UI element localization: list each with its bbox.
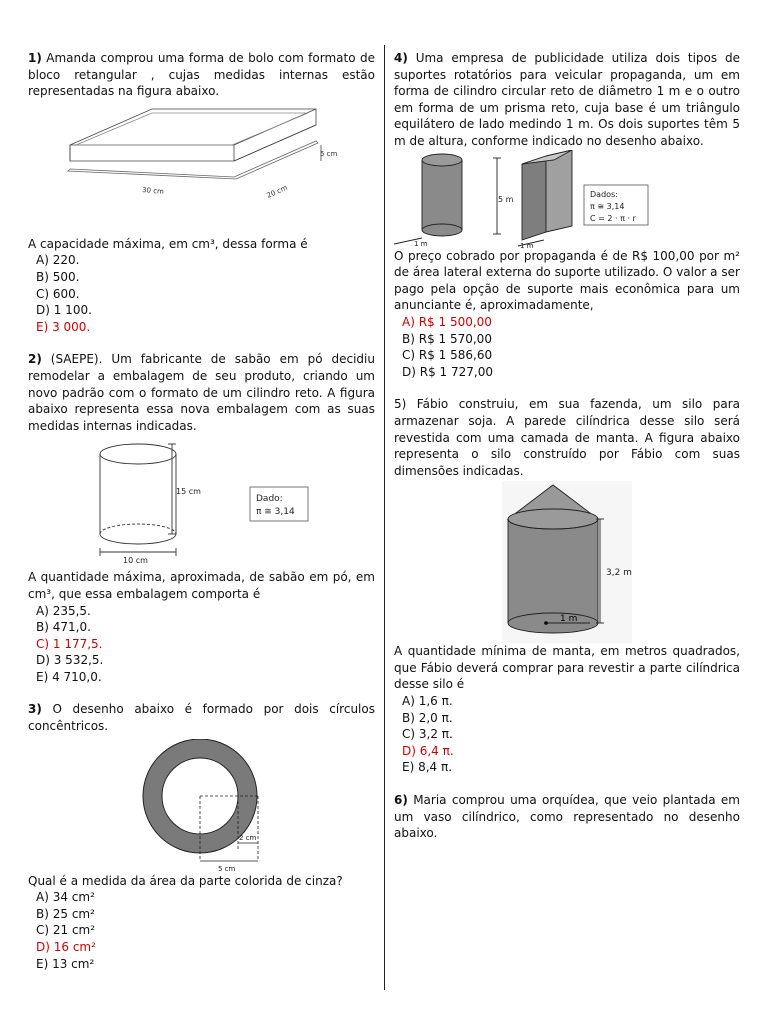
question-5-options	[394, 693, 740, 776]
q1-option[interactable]: B) 500.	[36, 269, 80, 284]
box-length-label: 30 cm	[141, 185, 165, 196]
left-column	[28, 50, 375, 972]
q4-option[interactable]: D) R$ 1 727,00	[402, 364, 493, 379]
q5-option[interactable]: B) 2,0 π.	[402, 710, 453, 725]
question-5-prompt: A quantidade mínima de manta, em metros quadrados, que Fábio deverá comprar para revestir a parte cilíndrica desse silo é	[394, 644, 740, 692]
question-2	[28, 351, 375, 685]
supports-figure	[394, 150, 740, 248]
q2-option[interactable]: E) 4 710,0.	[36, 669, 102, 684]
q5-option[interactable]: C) 3,2 π.	[402, 727, 453, 742]
q4-option[interactable]: B) R$ 1 570,00	[402, 331, 492, 346]
column-divider	[384, 45, 385, 990]
given-title: Dados:	[590, 189, 618, 199]
given-title: Dado:	[256, 494, 283, 505]
question-3	[28, 701, 375, 972]
q3-option[interactable]: B) 25 cm²	[36, 906, 95, 921]
question-3-text: 3) O desenho abaixo é formado por dois círculos concêntricos.	[28, 702, 375, 734]
q1-option[interactable]: C) 600.	[36, 286, 80, 301]
question-4-text: 4) Uma empresa de publicidade utiliza dois tipos de suportes rotatórios para veicular propaganda, um em forma de cilindro circular reto de diâmetro 1 m e o outro em forma de um prisma reto, cuja base é um triângulo equilátero de lado medindo 1 m. Os dois suportes têm 5 m de altura, conforme indicado no desenho abaixo.	[394, 51, 740, 148]
right-column	[394, 50, 740, 842]
q2-option[interactable]: A) 235,5.	[36, 603, 91, 618]
q3-option[interactable]: C) 21 cm²	[36, 923, 96, 938]
silo-radius-label: 1 m	[560, 614, 578, 625]
outer-distance-label: 5 cm	[218, 864, 236, 873]
question-4-options	[394, 314, 740, 380]
question-4-prompt: O preço cobrado por propaganda é de R$ 100,00 por m² de área lateral externa do suporte utilizado. O valor a ser pago pela opção de suporte mais econômica para um anunciante é, aproximadamente,	[394, 248, 740, 313]
cylinder-diameter-label: 10 cm	[123, 556, 148, 566]
question-3-options	[28, 889, 375, 972]
prism-side-label: 1 m	[520, 241, 534, 248]
question-3-prompt: Qual é a medida da área da parte colorida de cinza?	[28, 873, 343, 888]
q5-option[interactable]: A) 1,6 π.	[402, 694, 453, 709]
q3-option[interactable]: A) 34 cm²	[36, 890, 95, 905]
concentric-circles-figure	[28, 739, 375, 873]
inner-distance-label: 2 cm	[239, 833, 257, 842]
question-1-text: 1) Amanda comprou uma forma de bolo com formato de bloco retangular , cujas medidas internas estão representadas na figura abaixo.	[28, 51, 375, 99]
q5-option[interactable]: E) 8,4 π.	[402, 760, 453, 775]
question-1-options	[28, 252, 375, 335]
q1-option[interactable]: D) 1 100.	[36, 303, 92, 318]
q4-option-correct[interactable]: A) R$ 1 500,00	[402, 314, 492, 329]
question-2-prompt: A quantidade máxima, aproximada, de sabão em pó, em cm³, que essa embalagem comporta é	[28, 570, 375, 601]
silo-figure	[394, 481, 740, 643]
q4-option[interactable]: C) R$ 1 586,60	[402, 348, 493, 363]
question-2-options	[28, 603, 375, 686]
box-height-label: 5 cm	[320, 149, 338, 158]
q2-option[interactable]: B) 471,0.	[36, 620, 91, 635]
q3-option-correct[interactable]: D) 16 cm²	[36, 940, 96, 955]
question-6	[394, 792, 740, 842]
rectangular-box-figure	[28, 101, 375, 236]
cylinder-height-label: 15 cm	[176, 487, 201, 497]
given-pi: π ≅ 3,14	[590, 201, 625, 211]
q5-option-correct[interactable]: D) 6,4 π.	[402, 743, 454, 758]
question-5	[394, 396, 740, 776]
q2-option-correct[interactable]: C) 1 177,5.	[36, 636, 103, 651]
question-1	[28, 50, 375, 335]
question-2-text: 2) (SAEPE). Um fabricante de sabão em pó decidiu remodelar a embalagem de seu produto, criando um novo padrão com o formato de um cilindro reto. A figura abaixo representa essa nova embalagem com as suas medidas internas indicadas.	[28, 352, 375, 433]
question-5-text: 5) Fábio construiu, em sua fazenda, um silo para armazenar soja. A parede cilíndrica desse silo será revestida com uma camada de manta. A figura abaixo representa o silo construído por Fábio com suas dimensões indicadas.	[394, 397, 740, 478]
q2-option[interactable]: D) 3 532,5.	[36, 653, 104, 668]
cylinder-side-label: 1 m	[414, 239, 428, 248]
given-pi: π ≅ 3,14	[256, 507, 295, 518]
cylinder-package-figure	[28, 434, 375, 569]
question-1-prompt: A capacidade máxima, em cm³, dessa forma é	[28, 236, 308, 251]
given-circumference: C = 2 · π · r	[590, 213, 636, 223]
question-6-text: 6) Maria comprou uma orquídea, que veio plantada em um vaso cilíndrico, como representado no desenho abaixo.	[394, 793, 740, 841]
q3-option[interactable]: E) 13 cm²	[36, 956, 95, 971]
q1-option[interactable]: A) 220.	[36, 253, 80, 268]
q1-option-correct[interactable]: E) 3 000.	[36, 319, 91, 334]
box-width-label: 20 cm	[265, 183, 289, 200]
support-height-label: 5 m	[498, 194, 514, 204]
silo-height-label: 3,2 m	[606, 568, 632, 579]
question-4	[394, 50, 740, 380]
